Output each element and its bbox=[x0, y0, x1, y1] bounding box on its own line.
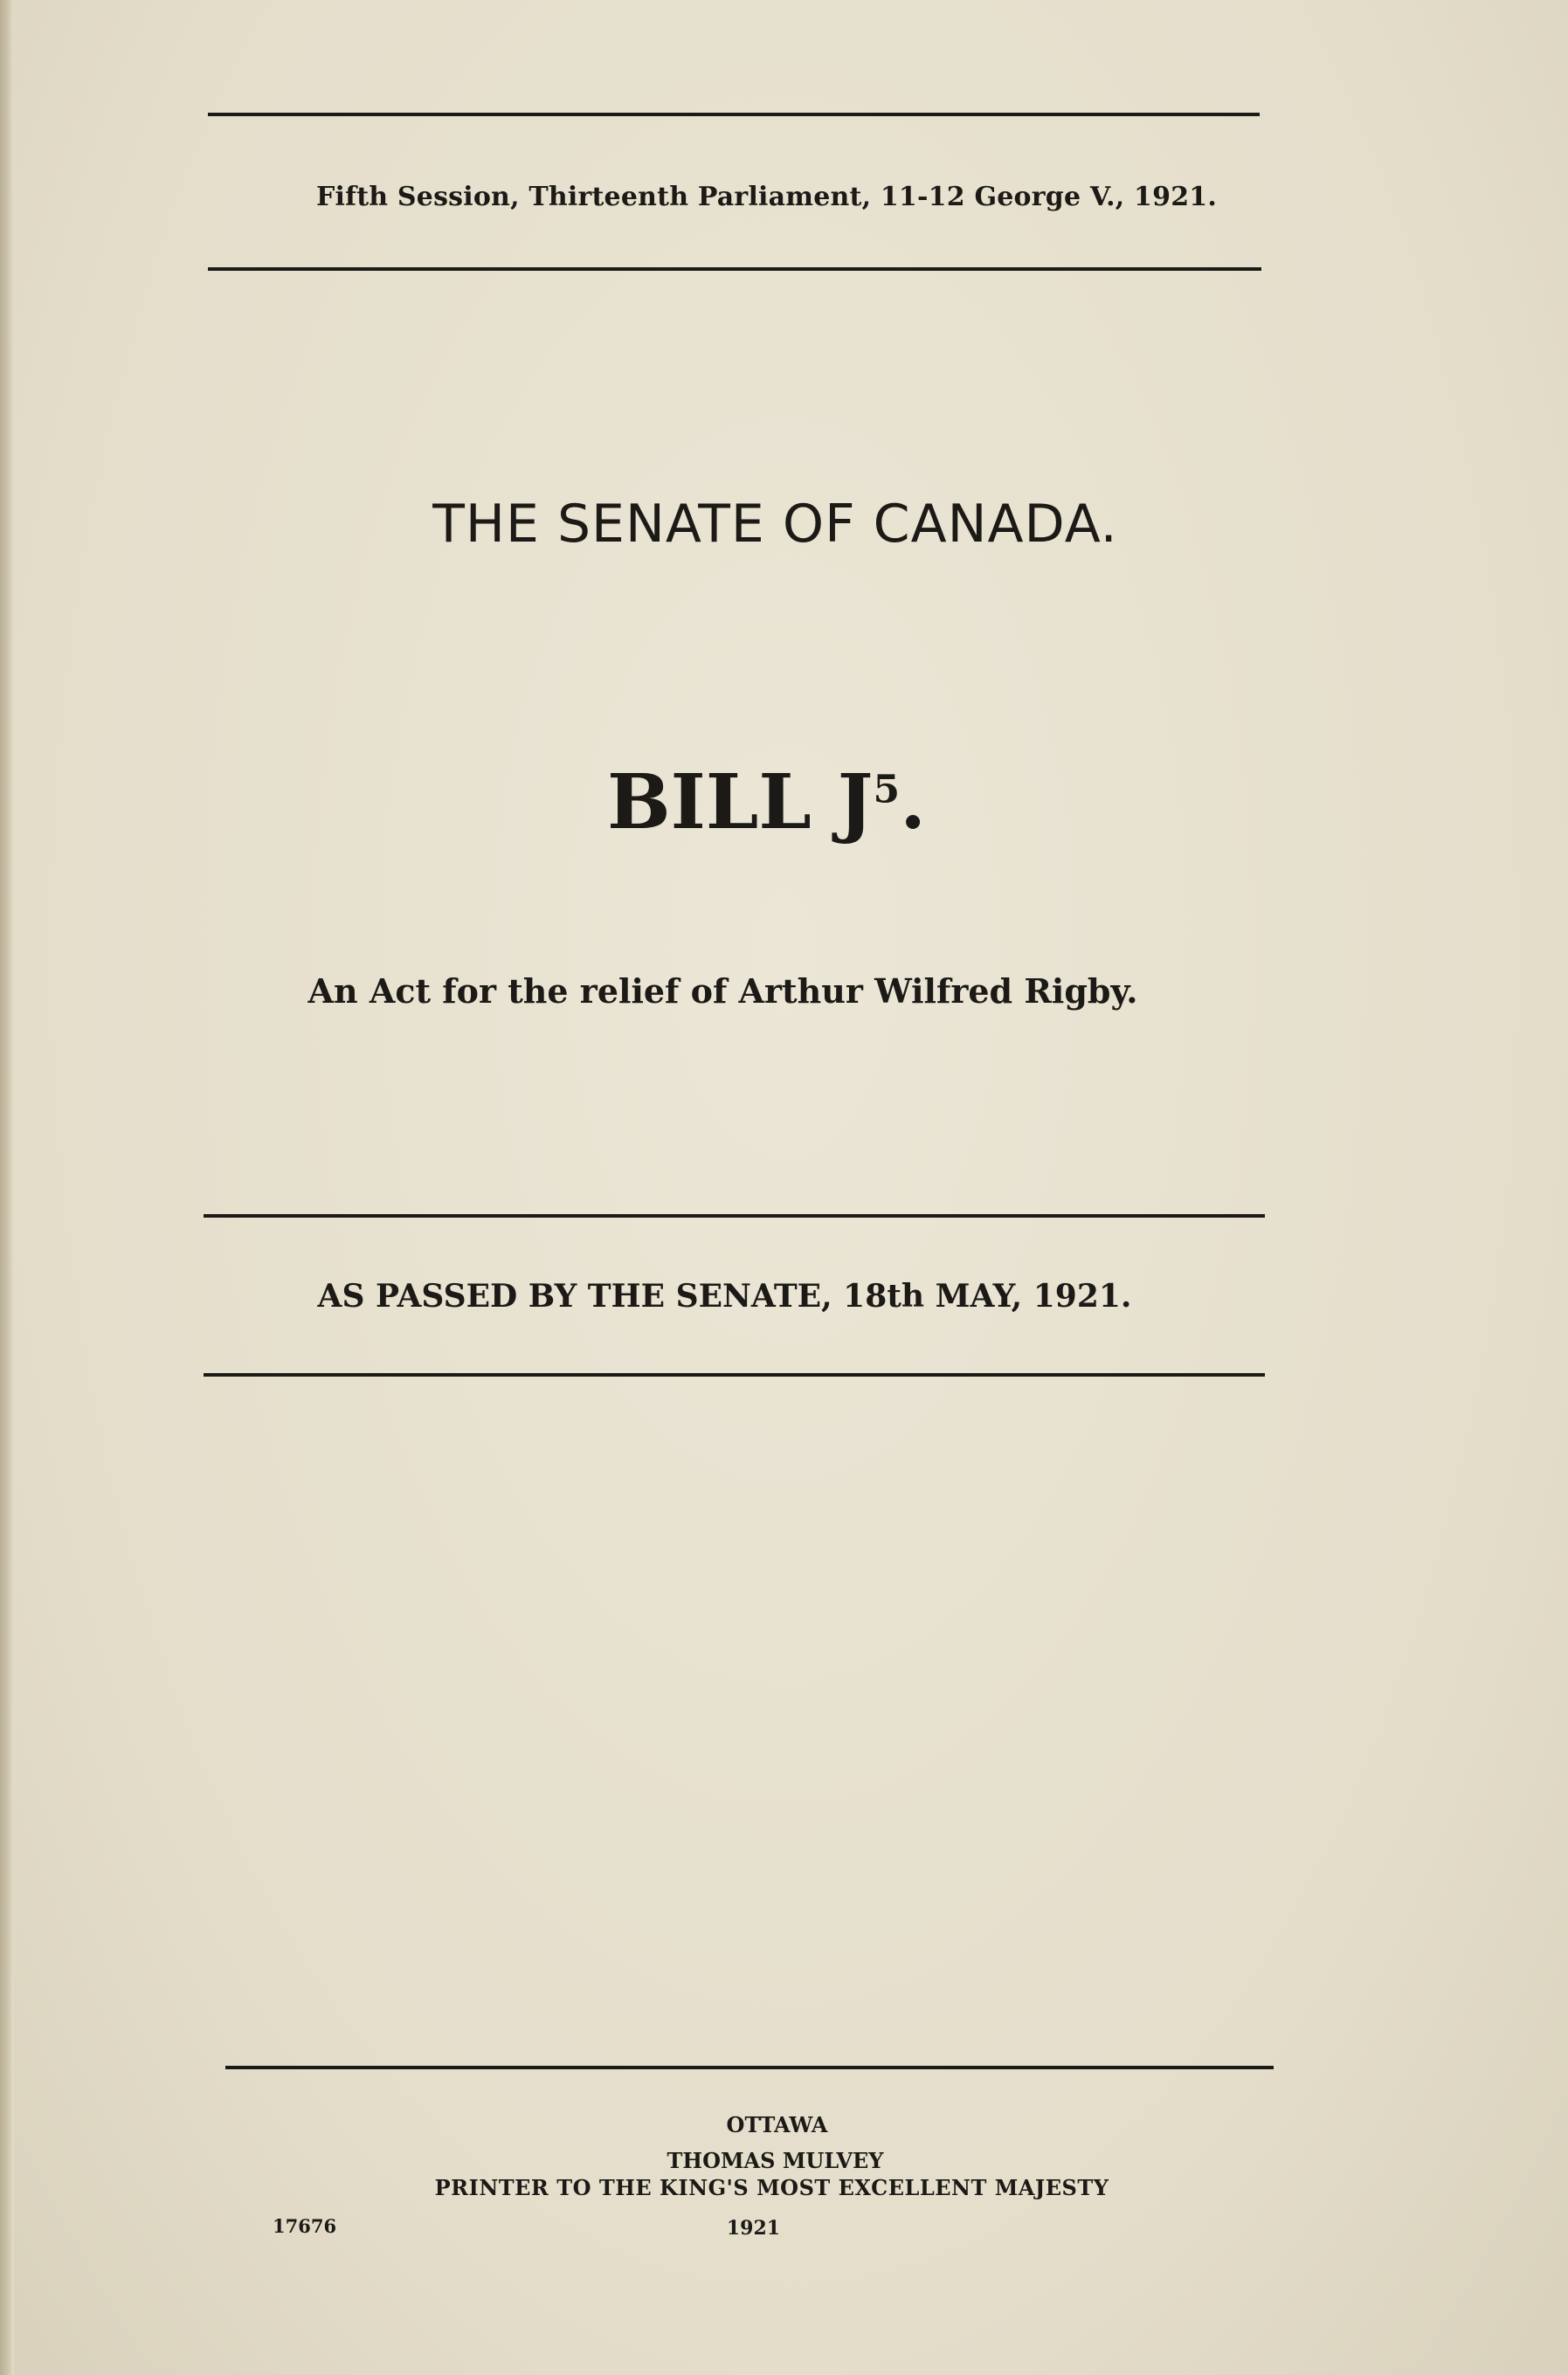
imprint-rule bbox=[225, 2066, 1274, 2069]
status-bottom-rule bbox=[204, 1373, 1265, 1377]
binding-edge bbox=[0, 0, 14, 2375]
session-line: Fifth Session, Thirteenth Parliament, 11-12 George V., 1921. bbox=[316, 182, 1217, 212]
imprint-city: OTTAWA bbox=[726, 2112, 828, 2137]
bill-number bbox=[0, 758, 1551, 846]
imprint-year: 1921 bbox=[726, 2217, 781, 2240]
top-rule bbox=[208, 113, 1260, 116]
house-title: THE SENATE OF CANADA. bbox=[432, 494, 1118, 555]
passed-line: AS PASSED BY THE SENATE, 18th MAY, 1921. bbox=[317, 1278, 1132, 1315]
imprint-printer-title: PRINTER TO THE KING'S MOST EXCELLENT MAJESTY bbox=[434, 2175, 1109, 2200]
status-top-rule bbox=[204, 1214, 1265, 1218]
header-bottom-rule bbox=[208, 267, 1261, 271]
bill-label: BILL J bbox=[606, 758, 874, 846]
bill-superscript: 5 bbox=[873, 767, 901, 812]
bill-suffix: . bbox=[900, 758, 927, 846]
catalog-number: 17676 bbox=[273, 2215, 337, 2237]
imprint-printer-name: THOMAS MULVEY bbox=[667, 2148, 884, 2173]
act-title: An Act for the relief of Arthur Wilfred Rigby. bbox=[307, 971, 1138, 1011]
